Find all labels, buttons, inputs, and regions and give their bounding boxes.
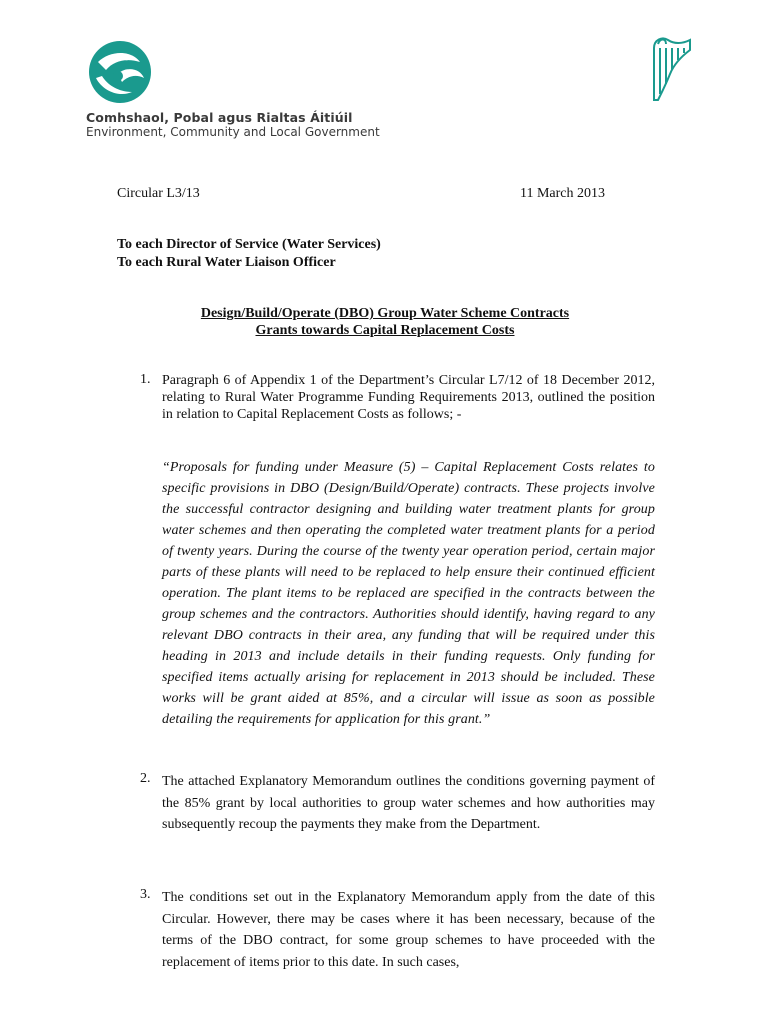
paragraph-1-text: Paragraph 6 of Appendix 1 of the Department’s Circular L7/12 of 18 December 2012, relating to Rural Water Programme Funding Requirements 2013, outlined the position in relation to Capital Replacement Costs as follows; -	[162, 373, 655, 422]
paragraph-2-number: 2.	[140, 771, 151, 786]
quoted-extract: “Proposals for funding under Measure (5) – Capital Replacement Costs relates to specific provisions in DBO (Design/Build/Operate) contracts. These projects involve the successful contractor designing and building water treatment plants for group water schemes and then operating the completed water treatment plants for a period of twenty years. During the course of the twenty year operation period, certain major parts of these plants will need to be replaced to help ensure their continued efficient operation. The plant items to be replaced are specified in the contracts between the group schemes and the contractors. Authorities should identify, having regard to any relevant DBO contracts in their area, any funding that will be required under this heading in 2013 and include details in their funding requests. Only funding for specified items actually arising for replacement in 2013 should be included. These works will be grant aided at 85%, and a circular will issue as soon as possible detailing the requirements for application for this grant.”	[162, 460, 655, 727]
circular-date: 11 March 2013	[520, 186, 606, 201]
paragraph-2-text: The attached Explanatory Memorandum outlines the conditions governing payment of the 85% grant by local authorities to group water schemes and how authorities may subsequently recoup the payments they make from the Department.	[162, 774, 655, 832]
circular-title-line2: Grants towards Capital Replacement Costs	[255, 323, 515, 338]
circular-reference: Circular L3/13	[117, 186, 200, 201]
department-name-irish: Comhshaol, Pobal agus Rialtas Áitiúil	[86, 110, 353, 125]
addressee-director: To each Director of Service (Water Services)	[117, 237, 381, 252]
harp-crest-icon	[644, 34, 698, 106]
paragraph-3-text: The conditions set out in the Explanatory Memorandum apply from the date of this Circular. However, there may be cases where it has been necessary, because of the terms of the DBO contract, for some group schemes to have proceeded with the replacement of items prior to this date. In such cases,	[162, 890, 655, 970]
circular-title-line1: Design/Build/Operate (DBO) Group Water Scheme Contracts	[200, 306, 570, 321]
paragraph-3-number: 3.	[140, 887, 151, 902]
department-name-english: Environment, Community and Local Government	[86, 125, 380, 139]
paragraph-1-number: 1.	[140, 372, 151, 387]
department-swirl-logo-icon	[88, 40, 152, 104]
addressee-liaison-officer: To each Rural Water Liaison Officer	[117, 255, 336, 270]
